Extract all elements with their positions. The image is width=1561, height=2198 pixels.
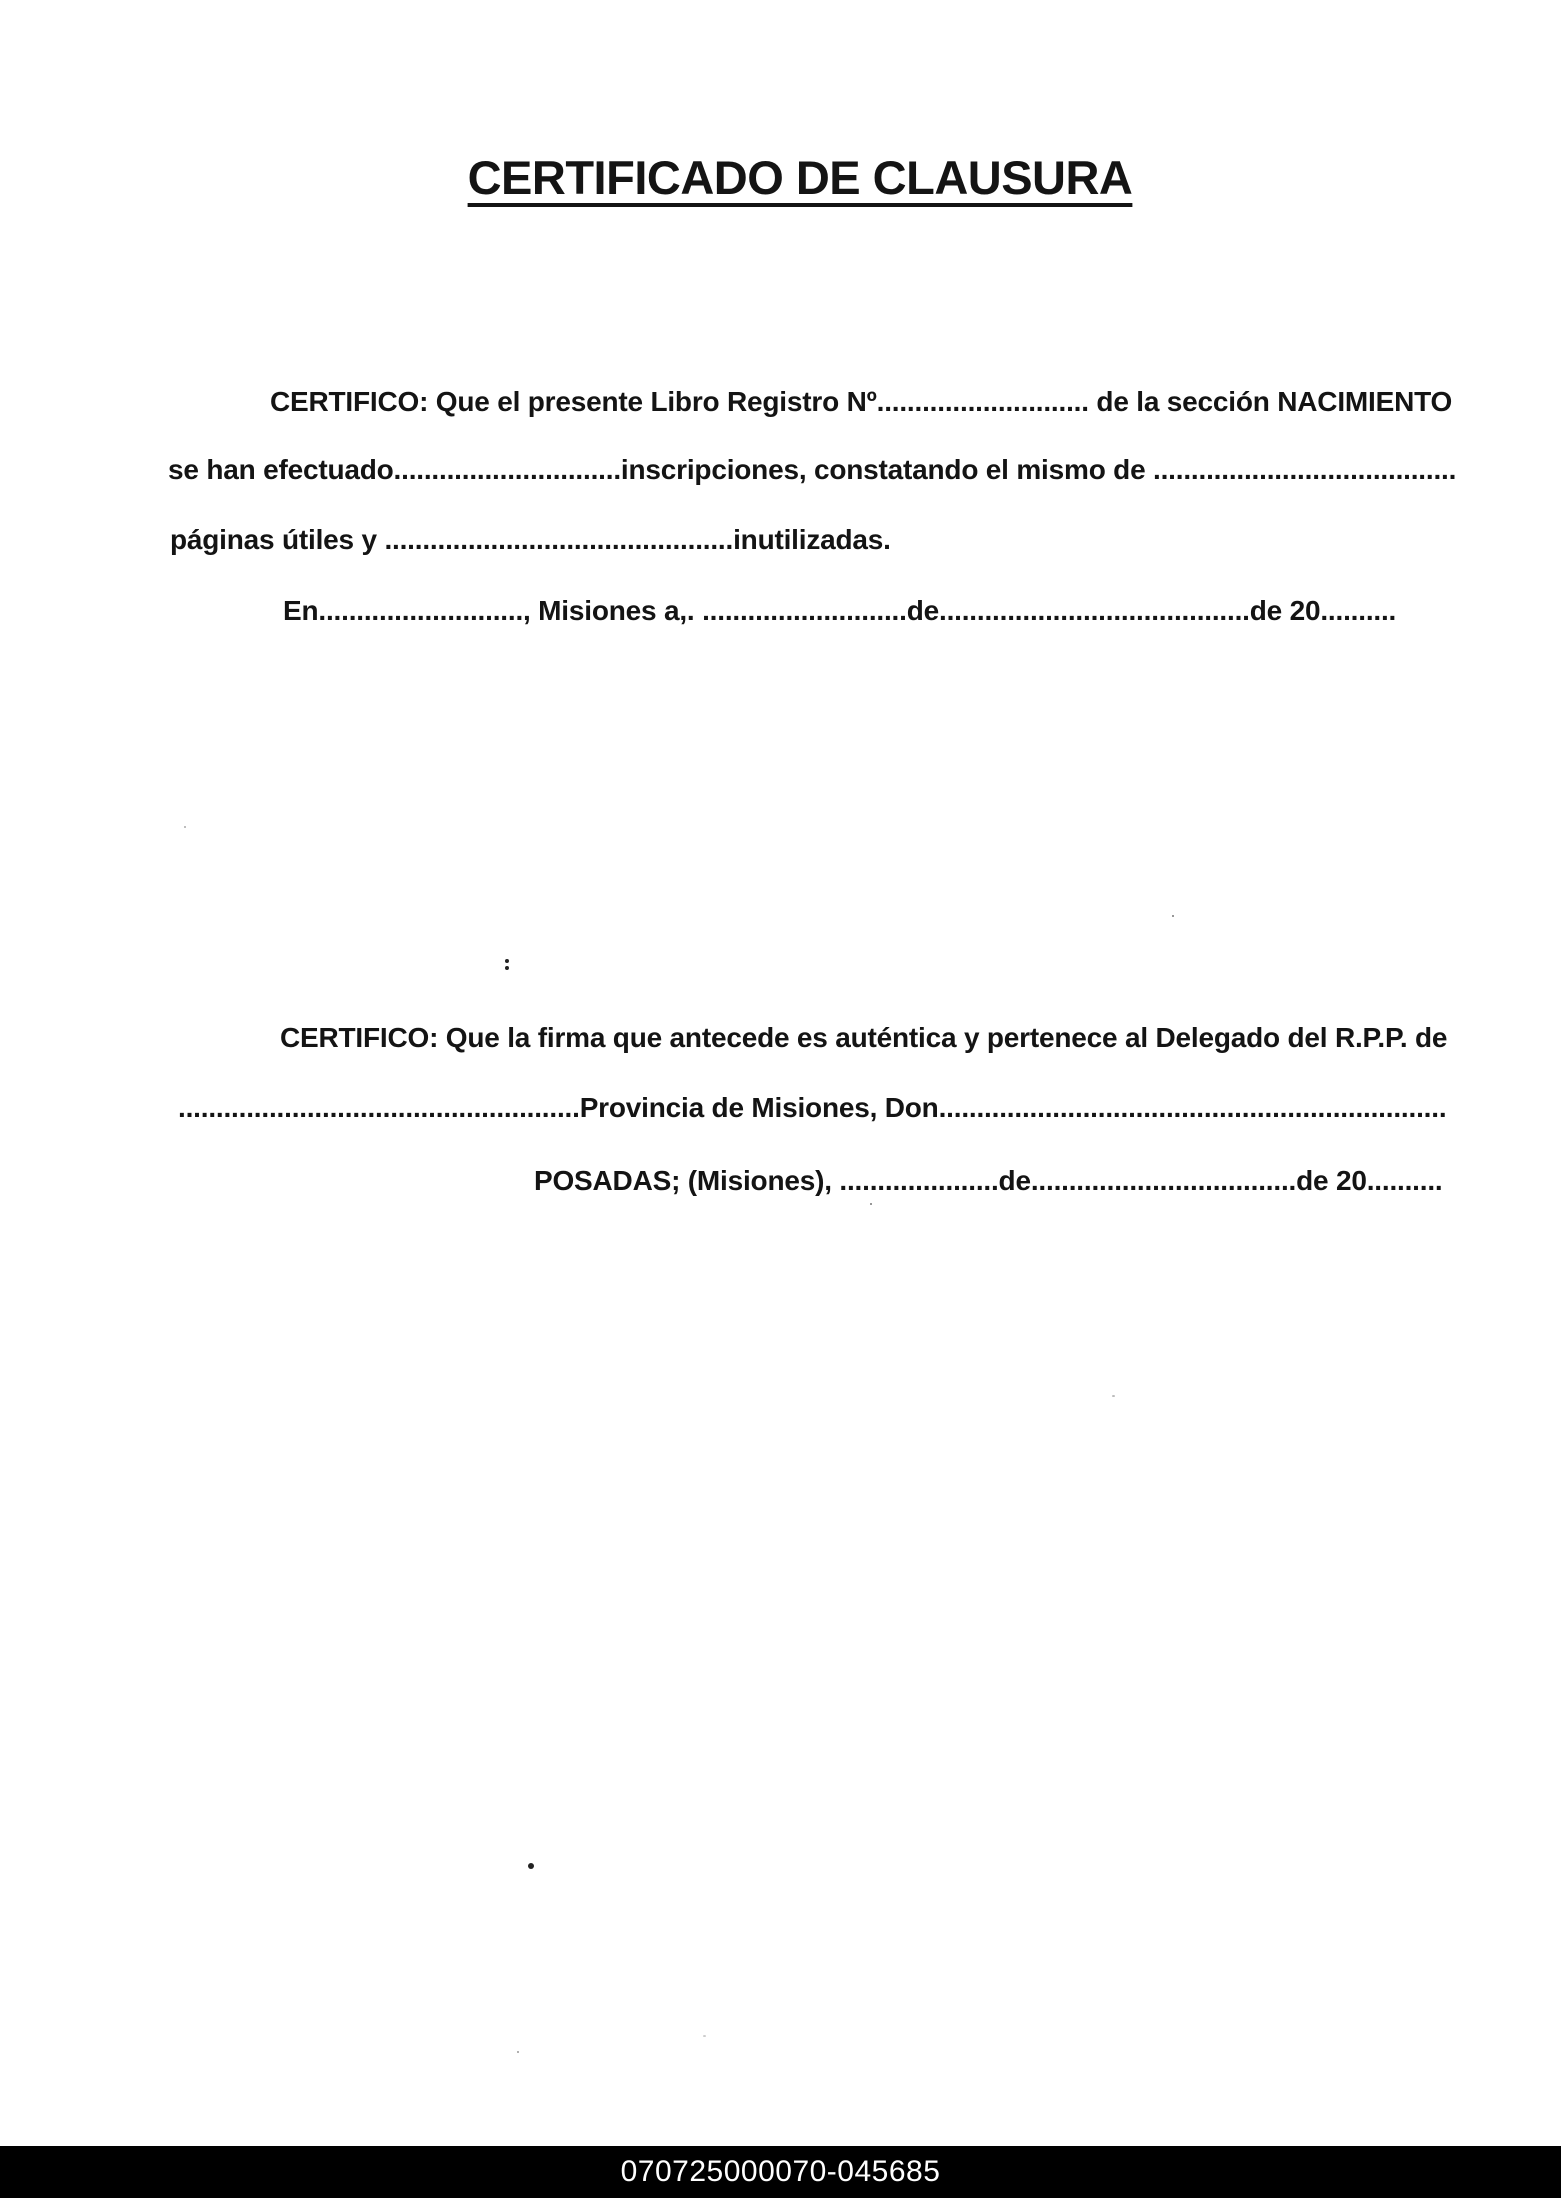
paragraph1-line1: CERTIFICO: Que el presente Libro Registro Nº............................ de la sección NACIMIENTO — [270, 386, 1453, 417]
paragraph1-line2: se han efectuado..............................inscripciones, constatando el mismo de ........................................ — [168, 454, 1457, 485]
paragraph2-line1: CERTIFICO: Que la firma que antecede es auténtica y pertenece al Delegado del R.P.P. de — [280, 1022, 1448, 1053]
scan-speck — [505, 959, 509, 963]
paragraph1-line3: páginas útiles y ..............................................inutilizadas. — [170, 524, 891, 555]
scan-speck — [870, 1203, 872, 1205]
document-id-footer: 070725000070-045685 — [0, 2146, 1561, 2198]
scan-speck — [184, 826, 186, 828]
scan-speck — [505, 966, 509, 970]
paragraph2-line2: .....................................................Provincia de Misiones, Don................................................................... — [178, 1092, 1447, 1123]
scan-speck — [703, 2035, 706, 2037]
document-title: CERTIFICADO DE CLAUSURA — [467, 151, 1133, 204]
scan-speck — [1172, 915, 1174, 917]
scan-speck — [528, 1863, 534, 1869]
scan-speck — [1112, 1395, 1115, 1397]
scan-speck — [517, 2051, 519, 2053]
paragraph1-line4: En..........................., Misiones a,. ...........................de.........................................de 20.......... — [283, 595, 1397, 626]
paragraph2-line3: POSADAS; (Misiones), .....................de...................................de 20.......... — [534, 1165, 1443, 1196]
